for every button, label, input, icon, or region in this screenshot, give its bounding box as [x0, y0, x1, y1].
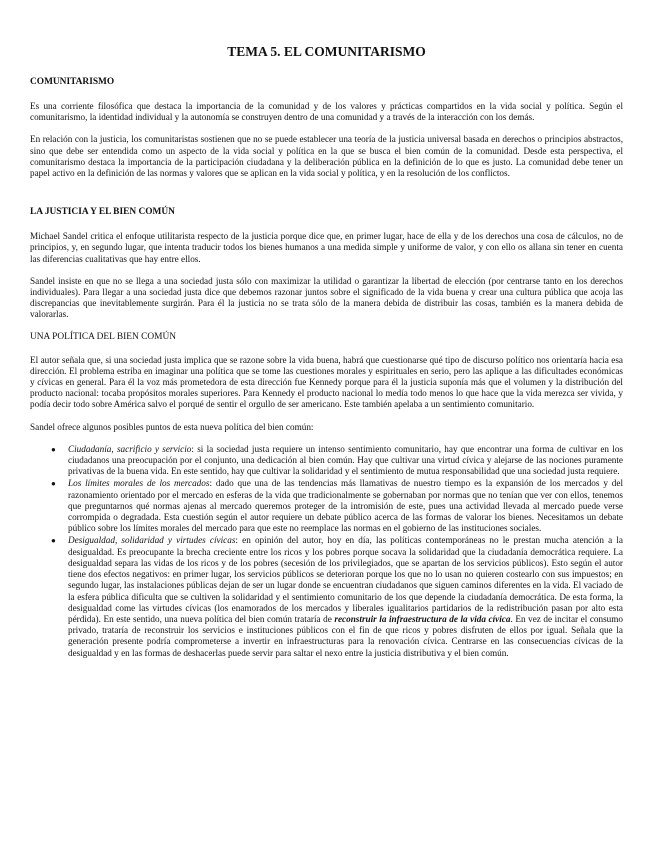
point-text: : dado que una de las tendencias más llamativas de nuestro tiempo es la expansión de los mercados y del razonamiento orientado por el mercado en esferas de la vida que tradicionalmente se gobernaban por normas que no tenían que ver con ellos, tenemos que preguntarnos qué normas ajenas al mercado queremos proteger de la intromisión de este, pues una actividad llevada al mercado puede verse corrompida o degradada. Esta cuestión según el autor requiere un debate público acerca de las formas de valorar los bienes. Necesitamos un debate público sobre los límites morales del mercado para que este no reemplace las normas en el gobierno de las instituciones sociales. — [68, 478, 624, 534]
paragraph: El autor señala que, si una sociedad justa implica que se razone sobre la vida buena, habrá que cuestionarse qué tipo de discurso político nos orientaría hacia esa dirección. El problema estriba en imaginar una política que se tome las cuestiones morales y espirituales en serio, pero las aplique a las dificultades económicas y cívicas en general. Para él la voz más prometedora de esta dirección fue Kennedy porque para él la justicia suponía más que el volumen y la distribución del producto nacional: tocaba propósitos morales superiores. Para Kennedy el producto nacional lo medía todo menos lo que hace que la vida merezca ser vivida, y podía decir todo sobre América salvo el porqué de sentir el orgullo de ser americano. Este también apelaba a un sentimiento comunitario. — [30, 354, 623, 410]
document-title: TEMA 5. EL COMUNITARISMO — [227, 44, 426, 59]
bullet-icon: ● — [51, 479, 56, 489]
section-heading-politica-bien-comun: UNA POLÍTICA DEL BIEN COMÚN — [30, 331, 177, 342]
point-emphasis: reconstruir la infraestructura de la vida cívica — [334, 613, 511, 624]
bullet-icon: ● — [51, 444, 56, 454]
bullet-icon: ● — [51, 536, 56, 546]
point-text: : en opinión del autor, hoy en día, las políticas contemporáneas no le prestan mucha atención a la desigualdad. Es preocupante la brecha creciente entre los ricos y los pobres porque socava la solidaridad que la ciudadanía democrática requiere. La desigualdad separa las vidas de los ricos y de los pobres (secesión de los privilegiados, que se apartan de los servicios públicos). Esto según el autor tiene dos efectos negativos: en primer lugar, los servicios públicos se deterioran porque los que no lo usan no quieren costearlo con sus impuestos; en segundo lugar, las instalaciones públicas dejan de ser un lugar donde se encuentran ciudadanos que siguen caminos diferentes en la vida. El vaciado de la esfera pública dificulta que se cultiven la solidaridad y el sentimiento comunitario de los que depende la ciudadanía democrática. De esta forma, la desigualdad come las virtudes cívicas (los enamorados de los mercados y liberales igualitarios partidarios de la redistribución pasan por alto esta pérdida). En este sentido, una nueva política del bien común trataría de — [68, 535, 623, 624]
section-heading-comunitarismo: COMUNITARISMO — [30, 77, 115, 87]
points-list — [30, 444, 623, 659]
point-text: : si la sociedad justa requiere un intenso sentimiento comunitario, hay que encontrar una forma de cultivar en los ciudadanos una preocupación por el conjunto, una dedicación al bien común. Hay que cultivar una virtud cívica y alejarse de las nociones puramente privativas de la buena vida. En este sentido, hay que cultivar la solidaridad y el sentimiento de mutua responsabilidad que una sociedad justa requiere. — [68, 443, 623, 477]
paragraph: Sandel insiste en que no se llega a una sociedad justa sólo con maximizar la utilidad o garantizar la libertad de elección (por centrarse tanto en los derechos individuales). Para llegar a una sociedad justa dice que debemos razonar juntos sobre el significado de la vida buena y crear una cultura pública que acoja las discrepancias que inevitablemente surgirán. Para él la justicia no se trata sólo de la manera debida de distribuir las cosas, también es la manera debida de valorarlas. — [30, 275, 623, 320]
list-item — [51, 443, 623, 478]
paragraph: Sandel ofrece algunos posibles puntos de esta nueva política del bien común: — [30, 421, 314, 432]
point-text: . En vez de incitar el consumo privado, trataría de reconstruir los servicios e instituciones públicos con el fin de que ricos y pobres disfruten de ellos por igual. Señala que la generación presente podría comprometerse a invertir en infraestructuras para la renovación cívica. Centrarse en las consecuencias cívicas de la desigualdad y en las formas de deshacerlas puede servir para saltar el nexo entre la justicia distributiva y el bien común. — [68, 613, 624, 658]
section-heading-justicia-bien-comun: LA JUSTICIA Y EL BIEN COMÚN — [30, 207, 175, 218]
paragraph: En relación con la justicia, los comunitaristas sostienen que no se puede establecer una teoría de la justicia universal basada en derechos o principios abstractos, sino que debe ser entendida como un aspecto de la vida social y política en la que se busca el bien común de la comunidad. Desde esta perspectiva, el comunitarismo destaca la importancia de la participación ciudadana y la deliberación pública en la definición de lo que es justo. La comunidad debe tener un papel activo en la definición de las normas y valores que se aplican en la vida social y política, y en la resolución de los conflictos. — [30, 134, 623, 179]
paragraph: Michael Sandel critica el enfoque utilitarista respecto de la justicia porque dice que, en primer lugar, hace de ella y de los derechos una cosa de cálculos, no de principios, y, en segundo lugar, que intenta traducir todos los bienes humanos a una medida simple y uniforme de valor, y con ello os allana sin tener en cuenta las diferencias cualitativas que hay entre ellos. — [30, 231, 623, 264]
list-item — [51, 478, 624, 534]
point-term: Los límites morales de los mercados — [68, 478, 210, 489]
point-term: Ciudadanía, sacrificio y servicio — [68, 443, 192, 454]
list-item — [51, 535, 624, 658]
point-term: Desigualdad, solidaridad y virtudes cívicas — [68, 535, 236, 546]
paragraph: Es una corriente filosófica que destaca la importancia de la comunidad y de los valores y prácticas compartidos en la vida social y política. Según el comunitarismo, la identidad individual y la autonomía se construyen dentro de una comunidad y a través de la interacción con los demás. — [30, 101, 623, 123]
